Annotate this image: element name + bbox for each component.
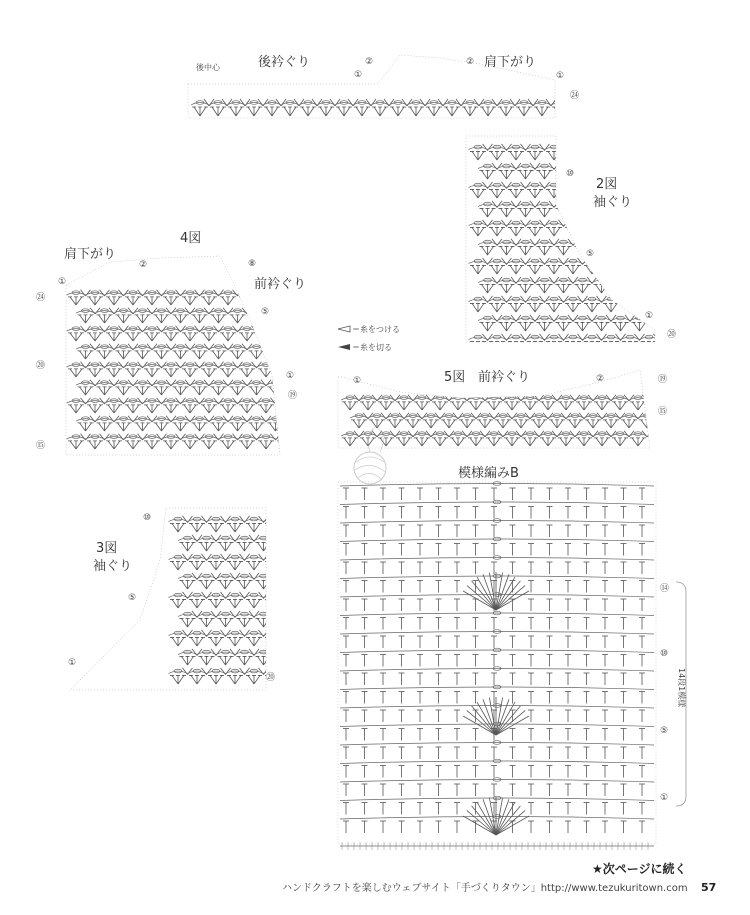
top-row-mark-1a: ① [354, 70, 363, 80]
fig3-armhole-chart [70, 508, 335, 690]
fig4-row-mark-20: ⑳ [36, 361, 46, 371]
fig4-row-mark-24: ㉔ [36, 293, 46, 303]
patb-row-mark-1: ① [660, 793, 669, 803]
legend-attach-text: ＝糸をつける [352, 325, 400, 334]
fig4-row-mark-1a: ① [58, 277, 67, 287]
fig3-row-mark-10: ⑩ [143, 513, 152, 523]
patb-row-mark-10: ⑩ [660, 649, 669, 659]
fig3-row-mark-1: ① [68, 658, 77, 668]
fig3-row-mark-5: ⑤ [128, 593, 137, 603]
fig2-title: 2図 [596, 177, 618, 192]
fig4-row-mark-5: ⑤ [261, 307, 270, 317]
continue-next-page: ★次ページに続く [592, 862, 687, 876]
fig2-row-mark-5: ⑤ [586, 249, 595, 259]
fig4-row-mark-19: ⑲ [288, 391, 298, 401]
legend-cut-text: ＝糸を切る [352, 343, 392, 352]
patb-row-mark-5: ⑤ [660, 726, 669, 736]
fig4-row-mark-15a: ⑮ [36, 441, 46, 451]
patb-row-mark-14: ⑭ [660, 584, 670, 594]
pattern-b-chart [338, 482, 656, 850]
top-row-mark-1b: ① [556, 71, 565, 81]
fig5-row-mark-19: ⑲ [658, 375, 668, 385]
fig4-title: 4図 [180, 231, 202, 246]
fig3-title: 3図 [96, 541, 118, 556]
fig4-row-mark-8: ⑧ [248, 259, 257, 269]
page-number: 57 [701, 881, 717, 894]
fig5-front-neck-label: 前衿ぐり [478, 370, 531, 385]
fig5-row-mark-1a: ① [353, 376, 362, 386]
cut-yarn-icon [338, 344, 350, 350]
fig4-row-mark-1b: ① [286, 371, 295, 381]
top-row-mark-2b: ② [466, 57, 475, 67]
fig2-row-mark-1: ① [645, 311, 654, 321]
fig3-subtitle: 袖ぐり [93, 559, 133, 574]
pattern-b-title: 模様編みB [458, 466, 519, 481]
attach-yarn-icon [338, 326, 350, 332]
footer-site: ハンドクラフトを楽しむウェブサイト「手づくりタウン」http://www.tezukuritown.com [282, 883, 688, 894]
fig5-row-mark-15: ⑮ [658, 407, 668, 417]
top-row-mark-2a: ② [365, 57, 374, 67]
fig2-row-mark-10: ⑩ [566, 169, 575, 179]
fig2-row-mark-20: ⑳ [667, 330, 677, 340]
fig3-row-mark-20: ⑳ [266, 673, 276, 683]
top-row-mark-24: ㉔ [570, 91, 580, 101]
fig2-subtitle: 袖ぐり [593, 195, 633, 210]
legend-attach [338, 324, 400, 334]
fig5-row-mark-2: ② [596, 374, 605, 384]
yarn-ball-watermark [354, 426, 386, 484]
center-back-label: 後中心 [196, 63, 220, 72]
fig5-title: 5図 [444, 370, 466, 385]
back-neck-label: 後衿ぐり [258, 55, 311, 70]
fig4-front-neck-label: 前衿ぐり [254, 277, 307, 292]
back-neckline-chart [188, 55, 601, 136]
legend-cut [338, 342, 392, 352]
top-shoulder-label: 肩下がり [484, 55, 537, 70]
fig4-shoulder-label: 肩下がり [64, 247, 117, 262]
fig4-row-mark-2: ② [139, 260, 148, 270]
repeat-label: 14段1模様 [677, 668, 686, 708]
